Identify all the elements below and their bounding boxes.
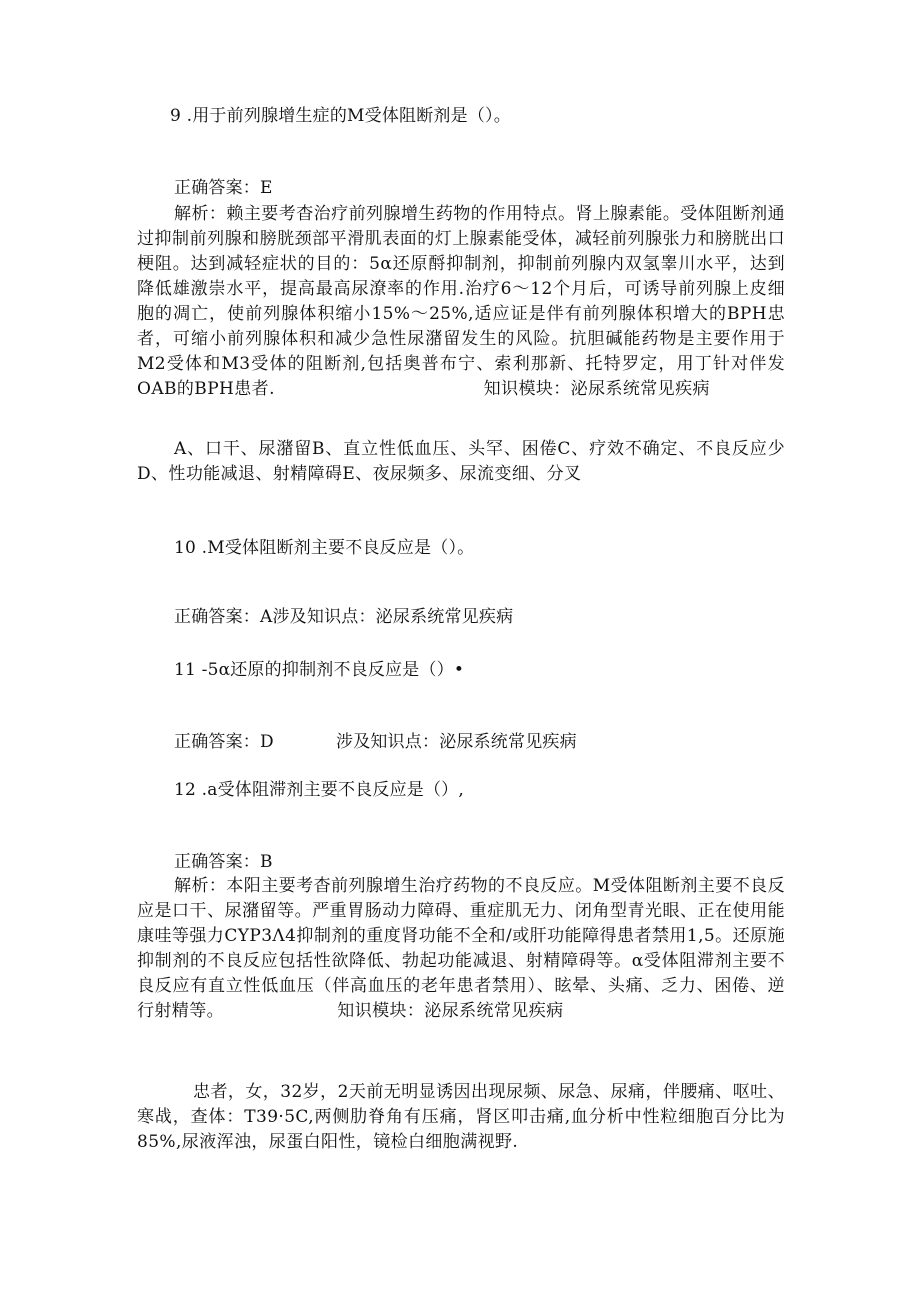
question-9: 9 .用于前列腺增生症的M受体阻断剂是（）。: [170, 106, 511, 126]
analysis-12: 解析：本阳主要考杳前列腺增生治疗药物的不良反应。M受体阻断剂主要不良反应是口干、尿潴留等。严重胃肠动力障碍、重症肌无力、闭角型青光眼、正在使用能康哇等强力CYP3Λ4抑制剂的重度肾功能不全和/或肝功能障得患者禁用1,5。还原施抑制剂的不良反应包括性欲降低、勃起功能减退、射精障碍等。α受体阻滞剂主要不良反应有直立性低血压（伴高血压的老年患者禁用）、眩晕、头痛、乏力、困倦、逆行射精等。 知识模块：泌尿系统常见疾病: [137, 876, 785, 1021]
analysis-9: 解析：赖主要考杳治疗前列腺增生药物的作用特点。肾上腺素能。受体阻断剂通过抑制前列腺和膀胱颈部平滑肌表面的灯上腺素能受体，减轻前列腺张力和膀胱出口梗阻。达到减轻症状的目的：5α还原酹抑制剂，抑制前列腺内双氢睾川水平，达到降低雄激崇水平，提高最高尿潦率的作用.治疗6～12个月后，可诱导前列腺上皮细胞的凋亡，使前列腺体积缩小15%～25%,适应证是伴有前列腺体积增大的BPH忠者，可缩小前列腺体积和减少急性尿潴留发生的风险。抗胆碱能药物是主要作用于M2受体和M3受体的阻断剂,包括奥普布宁、索利那新、托特罗定，用丁针对伴发OAB的BPH患者. 知识模块：泌尿系统常见疾病: [137, 204, 785, 399]
case-description: 忠者，女，32岁，2天前无明显诱因出现尿频、尿急、尿痛，伴腰痛、呕吐、寒战，查体：T39·5C,两侧肋脊角有压痛，肾区叩击痛,血分析中性粒细胞百分比为85%,尿液浑浊，尿蛋白阳性，镜检白细胞满视野.: [137, 1082, 785, 1152]
options-9: A、口干、尿潴留B、直立性低血压、头罕、困倦C、疗效不确定、不良反应少D、性功能减退、射精障碍E、夜尿频多、尿流变细、分叉: [137, 439, 785, 484]
answer-11-topic: 涉及知识点：泌尿系统常见疾病: [336, 732, 577, 752]
answer-12: 正确答案：B: [174, 852, 273, 872]
question-11: 11 -5α还原的抑制剂不良反应是（）•: [174, 660, 465, 680]
question-12: 12 .a受体阻滞剂主要不良反应是（）,: [174, 780, 464, 800]
question-10: 10 .M受体阻断剂主要不良反应是（）。: [174, 538, 475, 558]
answer-11-label: 正确答案：D: [174, 732, 274, 752]
answer-10: 正确答案：A涉及知识点：泌尿系统常见疾病: [174, 607, 514, 627]
answer-9: 正确答案：E: [174, 178, 273, 198]
